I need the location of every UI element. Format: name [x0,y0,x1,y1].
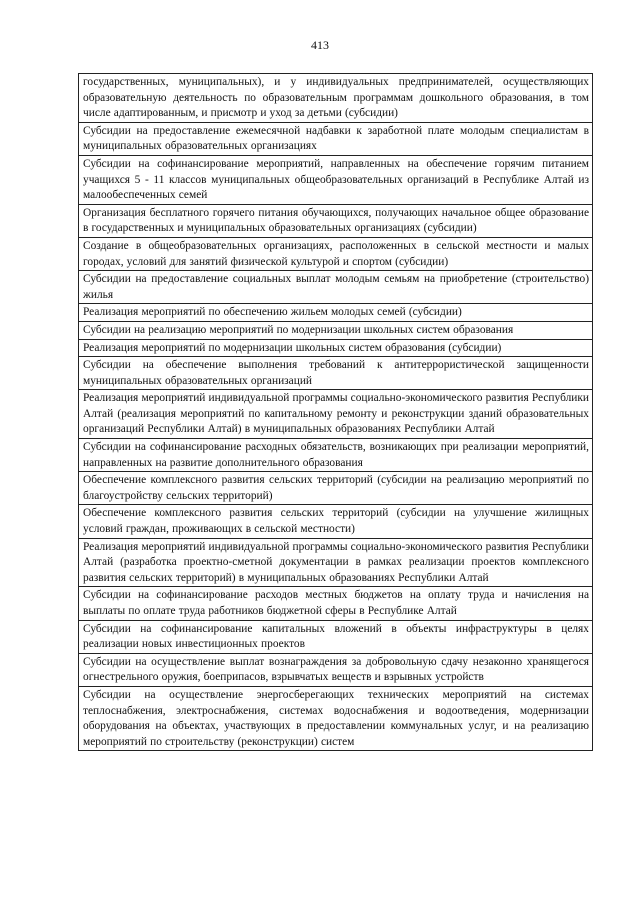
table-cell: Субсидии на софинансирование капитальных вложений в объекты инфраструктуры в целях реализации новых инвестиционных проектов [79,620,593,653]
table-cell: государственных, муниципальных), и у индивидуальных предпринимателей, осуществляющих образовательную деятельность по образовательным программам дошкольного образования, в том числе адаптированным, и присмотр и уход за детьми (субсидии) [79,74,593,123]
table-row [79,653,593,686]
table-cell: Создание в общеобразовательных организациях, расположенных в сельской местности и малых городах, условий для занятий физической культурой и спортом (субсидии) [79,237,593,270]
table-cell: Субсидии на осуществление выплат вознаграждения за добровольную сдачу незаконно хранящегося огнестрельного оружия, боеприпасов, взрывчатых веществ и взрывных устройств [79,653,593,686]
table-cell: Обеспечение комплексного развития сельских территорий (субсидии на реализацию мероприятий по благоустройству сельских территорий) [79,472,593,505]
table-cell: Субсидии на софинансирование расходных обязательств, возникающих при реализации мероприятий, направленных на развитие дополнительного образования [79,439,593,472]
table-row [79,204,593,237]
table-row [79,686,593,750]
table-cell: Субсидии на предоставление ежемесячной надбавки к заработной плате молодым специалистам в муниципальных образовательных организациях [79,122,593,155]
table-row [79,271,593,304]
table-cell: Организация бесплатного горячего питания обучающихся, получающих начальное общее образование в государственных и муниципальных образовательных организациях (субсидии) [79,204,593,237]
page-number: 413 [311,38,329,52]
table-row [79,472,593,505]
table-row [79,505,593,538]
table-cell: Субсидии на предоставление социальных выплат молодым семьям на приобретение (строительство) жилья [79,271,593,304]
table-cell: Субсидии на софинансирование расходов местных бюджетов на оплату труда и начисления на выплаты по оплате труда работников бюджетной сферы в Республике Алтай [79,587,593,620]
table-row [79,390,593,439]
table-cell: Реализация мероприятий индивидуальной программы социально-экономического развития Республики Алтай (разработка проектно-сметной документации в рамках реализации проектов комплексного развития сельских территорий) в муниципальных образованиях Республики Алтай [79,538,593,587]
table-cell: Реализация мероприятий индивидуальной программы социально-экономического развития Республики Алтай (реализация мероприятий по капитальному ремонту и реконструкции зданий образовательных организаций Республики Алтай) в муниципальных образованиях Республики Алтай [79,390,593,439]
table-cell: Субсидии на осуществление энергосберегающих технических мероприятий на системах теплоснабжения, электроснабжения, системах водоснабжения и водоотведения, модернизации оборудования на объектах, участвующих в предоставлении коммунальных услуг, и на реализацию мероприятий по строительству (реконструкции) систем [79,686,593,750]
subsidies-table-body [79,74,593,751]
subsidies-table [78,73,593,751]
table-cell: Субсидии на обеспечение выполнения требований к антитеррористической защищенности муниципальных образовательных организаций [79,357,593,390]
table-row [79,538,593,587]
table-row [79,357,593,390]
table-row [79,155,593,204]
table-row [79,237,593,270]
table-cell: Субсидии на реализацию мероприятий по модернизации школьных систем образования [79,321,593,339]
table-row [79,439,593,472]
table-cell: Реализация мероприятий по обеспечению жильем молодых семей (субсидии) [79,304,593,322]
table-cell: Субсидии на софинансирование мероприятий, направленных на обеспечение горячим питанием учащихся 5 - 11 классов муниципальных общеобразовательных организаций в Республике Алтай из малообеспеченных семей [79,155,593,204]
table-cell: Реализация мероприятий по модернизации школьных систем образования (субсидии) [79,339,593,357]
table-row [79,122,593,155]
table-cell: Обеспечение комплексного развития сельских территорий (субсидии на улучшение жилищных условий граждан, проживающих в сельской местности) [79,505,593,538]
table-row [79,339,593,357]
table-row [79,304,593,322]
table-row [79,321,593,339]
table-row [79,620,593,653]
table-row [79,74,593,123]
table-row [79,587,593,620]
